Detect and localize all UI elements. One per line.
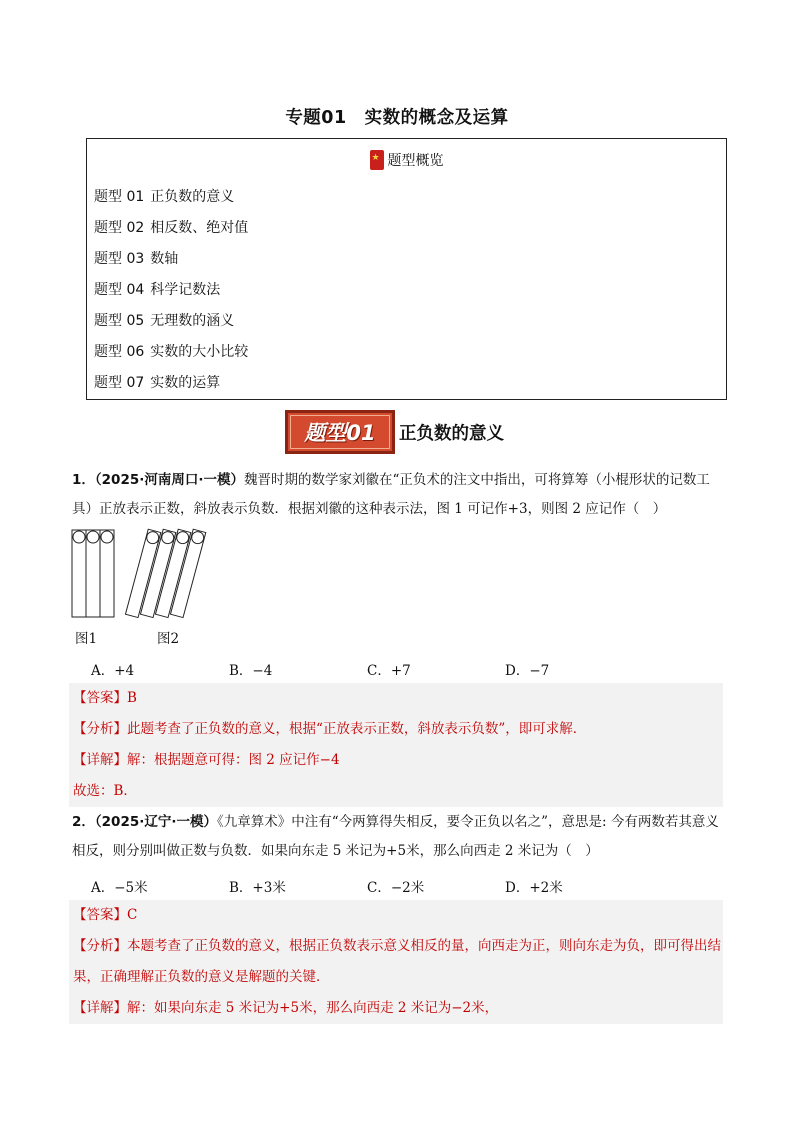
type-name: 实数的运算 [150,375,221,391]
figure-1-rods [72,530,114,617]
detail-line [69,993,723,1024]
option-b[interactable]: B．+3米 [229,880,286,896]
detail-line [69,745,723,776]
question-1-solution [69,683,723,807]
conclusion-prefix: 故选： [73,783,114,799]
type-number: 题型 07 [94,375,145,391]
question-text: 魏晋时期的数学家刘徽在“正负术的注文中指出，可将算筹（小棍形状的记数工具）正放表示正数，斜放表示负数．根据刘徽的这种表示法，图 1 可记作+3，则图 2 应记作（ ） [72,472,710,517]
list-item[interactable] [94,247,248,278]
type-name: 实数的大小比较 [150,344,249,360]
answer-line [69,683,723,714]
figure-1-label: 图1 [75,631,98,647]
detail-tag: 【详解】 [73,1000,127,1016]
detail-text: 解：根据题意可得：图 2 应记作−4 [127,752,340,768]
type-name: 正负数的意义 [150,189,235,205]
overview-list [94,185,248,402]
question-source: （2025·河南周口·一模） [94,472,244,488]
analysis-text: 本题考查了正负数的意义，根据正负数表示意义相反的量，向西走为正，则向东走为负，即可得出结果，正确理解正负数的意义是解题的关键． [73,938,721,985]
type-name: 数轴 [150,251,179,267]
page-title: 专题01 实数的概念及运算 [285,108,509,128]
conclusion-value: B． [113,783,137,799]
option-a[interactable]: A．+4 [91,663,135,679]
answer-tag: 【答案】 [73,690,127,706]
list-item[interactable] [94,278,248,309]
question-number: 1． [72,472,95,488]
type-number: 题型 01 [94,189,145,205]
option-d[interactable]: D．+2米 [505,880,563,896]
figure-2-rods [125,529,205,617]
answer-value: B [127,690,137,706]
type-name: 无理数的涵义 [150,313,235,329]
type-number: 题型 05 [94,313,145,329]
analysis-line [69,931,723,993]
analysis-line [69,714,723,745]
answer-line [69,900,723,931]
question-2-options [91,876,643,896]
analysis-tag: 【分析】 [73,938,127,954]
option-d[interactable]: D．−7 [505,663,550,679]
option-a[interactable]: A．−5米 [91,880,148,896]
type-number: 题型 03 [94,251,145,267]
type-number: 题型 02 [94,220,145,236]
question-number: 2． [72,814,95,830]
list-item[interactable] [94,185,248,216]
detail-tag: 【详解】 [73,752,127,768]
question-text: 《九章算术》中注有“今两算得失相反，要令正负以名之”，意思是: 今有两数若其意义相反，则分别叫做正数与负数．如果向东走 5 米记为+5米，那么向西走 2 米记为（ ） [72,814,719,859]
type-number: 题型 06 [94,344,145,360]
list-item[interactable] [94,309,248,340]
option-b[interactable]: B．−4 [229,663,273,679]
question-1 [72,466,724,524]
answer-tag: 【答案】 [73,907,127,923]
analysis-text: 此题考查了正负数的意义，根据“正放表示正数，斜放表示负数”，即可求解． [127,721,587,737]
question-1-options [91,659,643,679]
question-2-solution [69,900,723,1024]
list-item[interactable] [94,371,248,402]
list-item[interactable] [94,216,248,247]
answer-value: C [127,907,138,923]
question-source: （2025·辽宁·一模） [94,814,217,830]
type-number: 题型 04 [94,282,145,298]
overview-box [86,138,727,400]
question-2 [72,808,724,866]
analysis-tag: 【分析】 [73,721,127,737]
overview-heading [87,150,726,170]
list-item[interactable] [94,340,248,371]
figure-2-label: 图2 [157,631,180,647]
conclusion-line [69,776,723,807]
option-c[interactable]: C．+7 [367,663,411,679]
option-c[interactable]: C．−2米 [367,880,425,896]
detail-text: 解：如果向东走 5 米记为+5米，那么向西走 2 米记为−2米， [127,1000,499,1016]
section-title: 正负数的意义 [399,423,504,444]
red-book-icon [370,150,384,170]
section-badge: 题型01 [285,410,395,454]
type-name: 科学记数法 [150,282,221,298]
section-banner [285,410,504,454]
type-name: 相反数、绝对值 [150,220,249,236]
overview-heading-text: 题型概览 [387,153,444,169]
